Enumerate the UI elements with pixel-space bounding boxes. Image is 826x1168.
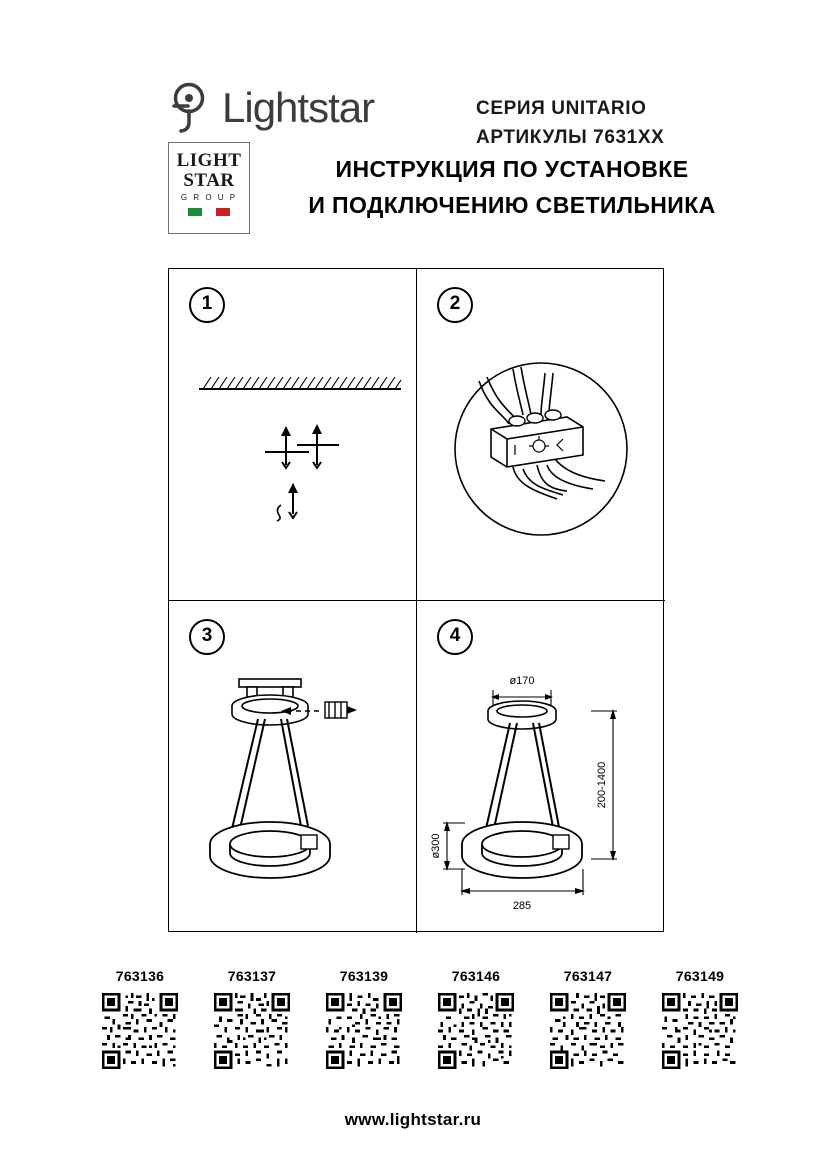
product-code-item xyxy=(548,968,628,1069)
product-code-item xyxy=(436,968,516,1069)
page-title xyxy=(262,156,762,219)
product-code-number: 763136 xyxy=(115,968,165,984)
article-label: АРТИКУЛЫ 7631XX xyxy=(476,127,665,148)
group-logo-sub: G R O U P xyxy=(180,193,238,202)
qr-code-icon[interactable] xyxy=(550,993,626,1069)
ceiling-drill-diagram xyxy=(169,269,416,600)
qr-code-icon[interactable] xyxy=(214,993,290,1069)
dim-top-diameter: ø170 xyxy=(509,675,535,687)
title-row xyxy=(0,142,826,234)
lightstar-group-logo xyxy=(168,142,250,234)
qr-code-icon[interactable] xyxy=(326,993,402,1069)
product-code-number: 763146 xyxy=(451,968,501,984)
step-cell-1 xyxy=(169,269,417,601)
product-code-item xyxy=(212,968,292,1069)
product-code-number: 763139 xyxy=(339,968,389,984)
product-code-item xyxy=(660,968,740,1069)
series-label: СЕРИЯ UNITARIO xyxy=(476,98,647,119)
steps-grid xyxy=(168,268,664,932)
canopy-mounting-diagram xyxy=(169,601,416,933)
product-code-number: 763137 xyxy=(227,968,277,984)
lightstar-logo-icon xyxy=(168,82,216,134)
brand-name: Lightstar xyxy=(222,84,375,131)
brand-logo xyxy=(168,82,374,134)
product-code-item xyxy=(100,968,180,1069)
product-codes-row xyxy=(100,968,740,1069)
step-number-badge: 3 xyxy=(189,619,225,655)
fixture-dimensions-diagram xyxy=(417,601,665,933)
step-cell-3 xyxy=(169,601,417,933)
product-code-number: 763149 xyxy=(675,968,725,984)
step-cell-4 xyxy=(417,601,665,933)
step-number-badge: 1 xyxy=(189,287,225,323)
step-cell-2 xyxy=(417,269,665,601)
page-title-line2: И ПОДКЛЮЧЕНИЮ СВЕТИЛЬНИКА xyxy=(308,192,716,218)
dim-width: 285 xyxy=(512,900,532,912)
footer-website[interactable]: www.lightstar.ru xyxy=(344,1110,482,1129)
group-logo-line2: STAR xyxy=(183,170,235,191)
product-code-number: 763147 xyxy=(563,968,613,984)
terminal-block-wiring-diagram xyxy=(417,269,665,600)
group-logo-line1: LIGHT xyxy=(176,150,242,171)
italy-flag-icon xyxy=(188,208,230,216)
qr-code-icon[interactable] xyxy=(102,993,178,1069)
dim-drop-height: 200-1400 xyxy=(596,761,608,809)
qr-code-icon[interactable] xyxy=(438,993,514,1069)
page-title-line1: ИНСТРУКЦИЯ ПО УСТАНОВКЕ xyxy=(335,156,689,182)
dim-ring-diameter: ø300 xyxy=(430,833,442,859)
product-code-item xyxy=(324,968,404,1069)
page-header xyxy=(0,40,826,148)
step-number-badge: 4 xyxy=(437,619,473,655)
qr-code-icon[interactable] xyxy=(662,993,738,1069)
step-number-badge: 2 xyxy=(437,287,473,323)
